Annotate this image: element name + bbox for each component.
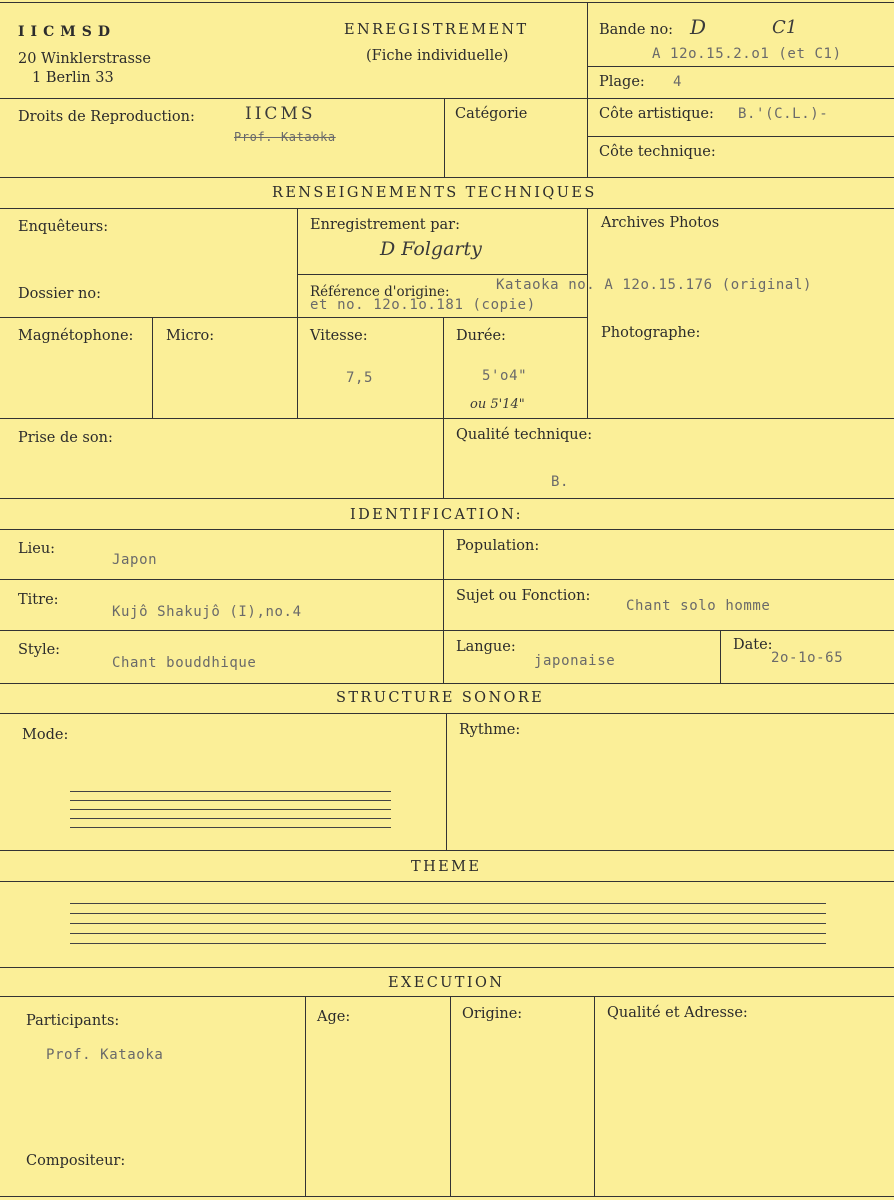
rule-execution-header-bottom (0, 996, 894, 997)
rule-tech-header-bottom (0, 208, 894, 209)
vitesse-value: 7,5 (346, 370, 374, 386)
duree-hand: ou 5'14" (470, 397, 525, 412)
prise-de-son-label: Prise de son: (18, 430, 113, 446)
enqueteurs-label: Enquêteurs: (18, 219, 109, 235)
theme-staff-line (70, 913, 826, 914)
plage-value: 4 (673, 74, 683, 90)
rule-plage-top (588, 66, 894, 67)
rule-lieu-bottom (0, 579, 894, 580)
date-label: Date: (733, 637, 773, 653)
identification-header: IDENTIFICATION: (350, 507, 523, 523)
rule-cote-mid (588, 136, 894, 137)
rule-theme-header-bottom (0, 881, 894, 882)
institute-logo: IICMSD (18, 24, 116, 40)
sujet-value: Chant solo homme (626, 598, 771, 614)
lieu-value: Japon (112, 552, 158, 568)
rule-prise-bottom (0, 498, 894, 499)
rule-style-bottom (0, 683, 894, 684)
langue-value: japonaise (534, 653, 616, 669)
style-value: Chant bouddhique (112, 655, 257, 671)
enregistrement-title: ENREGISTREMENT (344, 22, 529, 38)
theme-staff-line (70, 923, 826, 924)
bande-label: Bande no: (599, 22, 674, 38)
duree-value: 5'o4" (482, 368, 528, 384)
enregistrement-subtitle: (Fiche individuelle) (366, 48, 509, 64)
rythme-label: Rythme: (459, 722, 521, 738)
participants-label: Participants: (26, 1013, 120, 1029)
dossier-label: Dossier no: (18, 286, 101, 302)
lieu-label: Lieu: (18, 541, 56, 557)
age-label: Age: (317, 1009, 351, 1025)
compositeur-label: Compositeur: (26, 1153, 126, 1169)
categorie-label: Catégorie (455, 106, 528, 122)
magnetophone-label: Magnétophone: (18, 328, 134, 344)
rule-v-qualite-adresse (594, 996, 595, 1196)
sujet-label: Sujet ou Fonction: (456, 588, 591, 604)
rule-top (0, 2, 894, 3)
rule-header-bottom (0, 98, 894, 99)
vitesse-label: Vitesse: (310, 328, 368, 344)
mode-staff-line (70, 800, 391, 801)
theme-staff-line (70, 943, 826, 944)
titre-label: Titre: (18, 592, 59, 608)
rule-bottom (0, 1196, 894, 1197)
origine-label: Origine: (462, 1006, 523, 1022)
rule-v-categorie (444, 98, 445, 177)
rule-droits-bottom (0, 177, 894, 178)
droits-hand: IICMS (245, 104, 316, 124)
rule-v-bande (587, 2, 588, 177)
date-value: 2o-1o-65 (771, 650, 844, 666)
qualite-adresse-label: Qualité et Adresse: (607, 1005, 748, 1021)
enregistrement-par-hand: D Folgarty (380, 238, 482, 260)
institute-city: 1 Berlin 33 (32, 70, 114, 86)
rule-v-archives (587, 208, 588, 418)
rule-v-age (305, 996, 306, 1196)
population-label: Population: (456, 538, 540, 554)
institute-street: 20 Winklerstrasse (18, 51, 151, 67)
theme-header: THEME (411, 859, 482, 875)
reference-value-2: et no. 12o.1o.181 (copie) (310, 297, 536, 313)
bande-hand-a: D (690, 15, 707, 39)
rule-titre-bottom (0, 630, 894, 631)
droits-label: Droits de Reproduction: (18, 109, 195, 125)
mode-staff-line (70, 818, 391, 819)
cote-technique-label: Côte technique: (599, 144, 716, 160)
mode-label: Mode: (22, 727, 69, 743)
archives-photos-label: Archives Photos (601, 215, 720, 231)
style-label: Style: (18, 642, 61, 658)
rule-v-origine (450, 996, 451, 1196)
rule-v-rythme (446, 713, 447, 850)
rule-v-micro (152, 317, 153, 418)
rule-v-qualite (443, 418, 444, 498)
bande-hand-b: C1 (772, 17, 798, 38)
rule-v-date (720, 630, 721, 683)
langue-label: Langue: (456, 639, 516, 655)
bande-value: A 12o.15.2.o1 (et C1) (652, 46, 842, 62)
photographe-label: Photographe: (601, 325, 701, 341)
rule-theme-bottom (0, 967, 894, 968)
reference-value-1: Kataoka no. A 12o.15.176 (original) (496, 277, 813, 293)
techniques-header: RENSEIGNEMENTS TECHNIQUES (272, 185, 597, 201)
duree-label: Durée: (456, 328, 506, 344)
rule-ident-header-bottom (0, 529, 894, 530)
droits-struck: Prof. Kataoka (234, 130, 336, 144)
rule-v-duree (443, 317, 444, 418)
cote-artistique-value: B.'(C.L.)- (738, 106, 829, 122)
cote-artistique-label: Côte artistique: (599, 106, 714, 122)
theme-staff-line (70, 903, 826, 904)
mode-staff-line (70, 809, 391, 810)
participants-value: Prof. Kataoka (46, 1047, 164, 1063)
rule-enreg-bottom (298, 274, 588, 275)
titre-value: Kujô Shakujô (I),no.4 (112, 604, 302, 620)
rule-dossier-bottom (0, 317, 588, 318)
plage-label: Plage: (599, 74, 645, 90)
mode-staff-line (70, 791, 391, 792)
structure-header: STRUCTURE SONORE (336, 690, 545, 706)
rule-v-enreg (297, 208, 298, 418)
enregistrement-par-label: Enregistrement par: (310, 217, 460, 233)
rule-structure-header-bottom (0, 713, 894, 714)
execution-header: EXECUTION (388, 975, 505, 991)
qualite-technique-value: B. (551, 474, 570, 490)
qualite-technique-label: Qualité technique: (456, 427, 593, 443)
rule-v-ident (443, 529, 444, 683)
theme-staff-line (70, 933, 826, 934)
mode-staff-line (70, 827, 391, 828)
rule-vitesse-bottom (0, 418, 894, 419)
micro-label: Micro: (166, 328, 215, 344)
rule-mode-bottom (0, 850, 894, 851)
reference-label: Référence d'origine: (310, 284, 450, 300)
